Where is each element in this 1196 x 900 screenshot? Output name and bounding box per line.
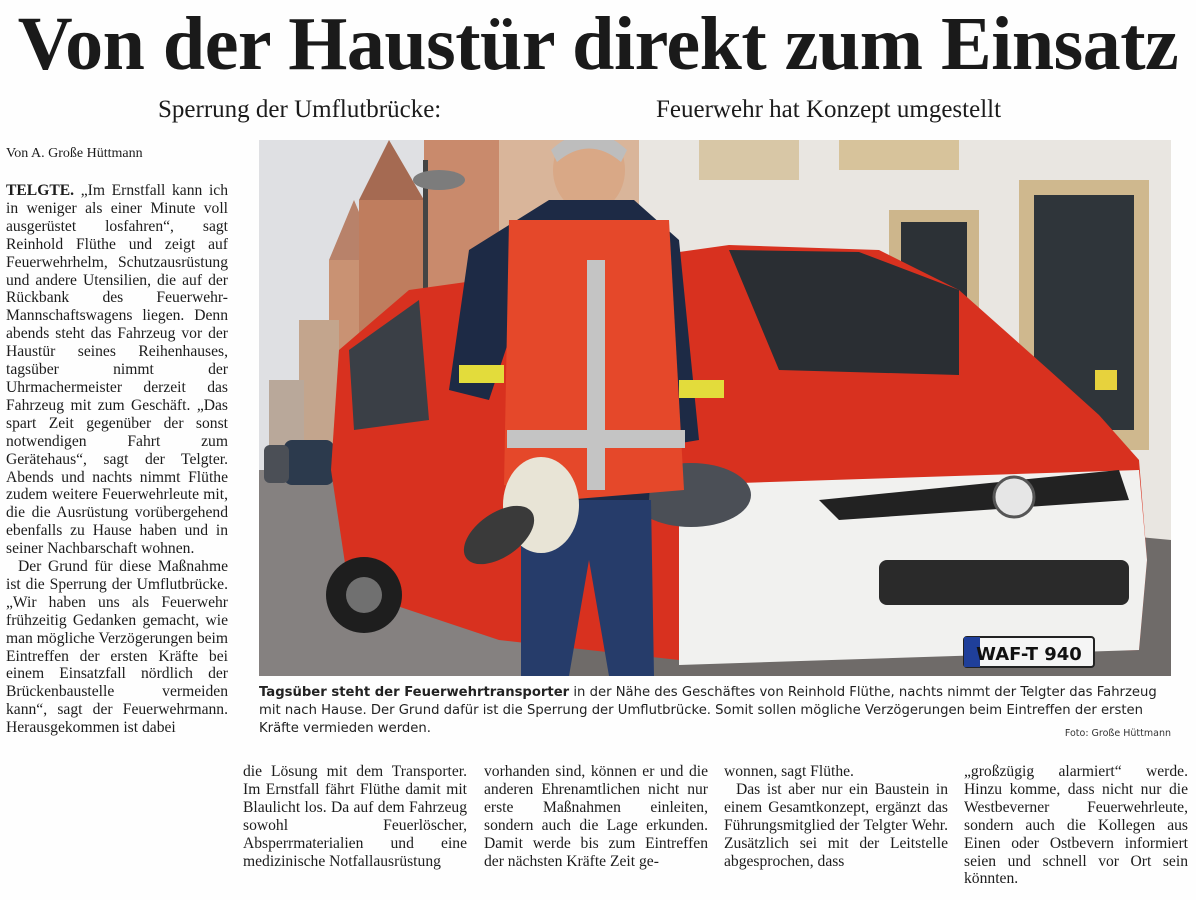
photo-credit: Foto: Große Hüttmann [1064,728,1171,739]
column-1-paragraph-2: Der Grund für diese Maßnahme ist die Sperrung der Umflutbrücke. „Wir haben uns als Feuerwehr frühzeitig Gedanken gemacht, wie man mögliche Verzögerungen beim Eintreffen der ersten Kräfte bei einem Einsatzfall nördlich der Brückenbaustelle vermeiden kann“, sagt der Feuerwehrmann. Herausgekommen ist dabei [6,558,228,737]
article-column-1 [6,182,228,737]
article-column-4 [724,763,948,870]
headline: Von der Haustür direkt zum Einsatz [17,2,1179,86]
caption-bold: Tagsüber steht der Feuerwehrtransporter [259,685,570,700]
column-4-paragraph-2: Das ist aber nur ein Baustein in einem Gesamtkonzept, ergänzt das Führungsmitglied der Telgter Wehr. Zusätzlich sei mit der Leitstelle abgesprochen, dass [724,780,948,870]
photo-caption [259,684,1171,738]
article-column-5: „großzügig alarmiert“ werde. Hinzu komme, dass nicht nur die Westbeverner Feuerwehrleute, sondern auch die Kollegen aus Einen oder Ostbevern informiert seien und schnell vor Ort sein könnten. [964,763,1188,888]
dateline: TELGTE. [6,182,75,199]
article-photo [259,140,1171,676]
article-column-3: vorhanden sind, können er und die anderen Ehrenamtlichen nicht nur erste Maßnahmen einleiten, sondern auch die Lage erkunden. Damit werde bis zum Eintreffen der nächsten Kräfte Zeit ge- [484,763,708,870]
license-plate: WAF-T 940 [976,644,1082,665]
subhead-right: Feuerwehr hat Konzept umgestellt [656,96,1002,123]
subhead-left: Sperrung der Umflutbrücke: [158,96,442,123]
column-4-paragraph-1: wonnen, sagt Flüthe. [724,763,854,780]
column-1-paragraph-1: „Im Ernstfall kann ich in weniger als einer Minute voll ausgerüstet losfahren“, sagt Reinhold Flüthe und zeigt auf Feuerwehrhelm, Schutzausrüstung und andere Utensilien, die auf der Rückbank des Feuerwehr-Mannschaftswagens liegen. Denn abends steht das Fahrzeug vor der Haustür seines Reihenhauses, tagsüber nimmt der Uhrmachermeister derzeit das Fahrzeug mit zum Geschäft. „Das spart Zeit gegenüber der sonst notwendigen Fahrt zum Gerätehaus“, sagt der Telgter. Abends und nachts nimmt Flüthe zudem weitere Feuerwehrleute mit, die die Ausrüstung vorübergehend ebenfalls zu Hause haben und in seiner Nachbarschaft wohnen. [6,182,228,558]
byline: Von A. Große Hüttmann [6,146,143,161]
article-column-2: die Lösung mit dem Transporter. Im Ernstfall fährt Flüthe damit mit Blaulicht los. Da auf dem Fahrzeug sowohl Feuerlöscher, Absperrmaterialien und eine medizinische Notfallausrüstung [243,763,467,870]
caption-text: in der Nähe des Geschäftes von Reinhold Flüthe, nachts nimmt der Telgter das Fahrzeug mit nach Hause. Der Grund dafür ist die Sperrung der Umflutbrücke. Somit sollen mögliche Verzögerungen beim Eintreffen der ersten Kräfte vermieden werden. [259,685,1157,736]
